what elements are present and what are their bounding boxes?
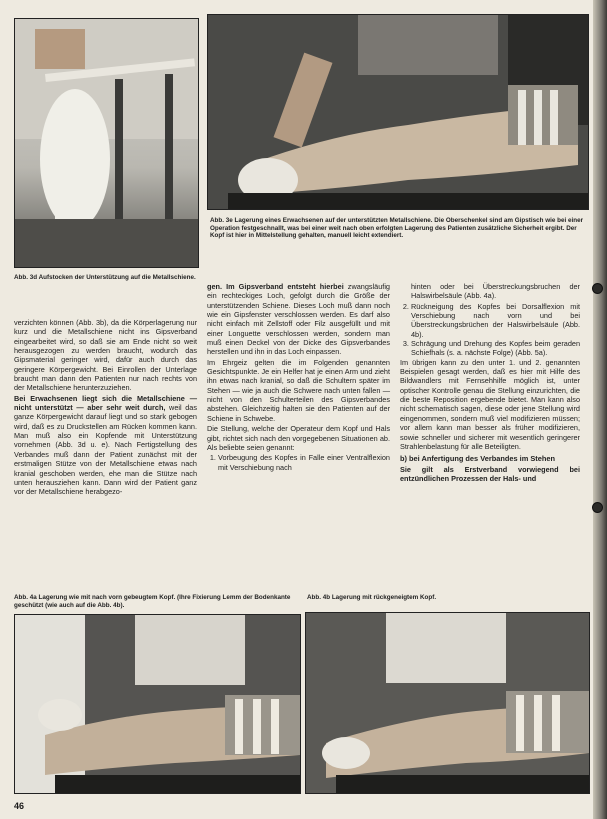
figure-3e-caption: Abb. 3e Lagerung eines Erwachsenen auf der unterstützten Metallschiene. Die Oberschenkel sind am Gipstisch wie bei einer Operation festgeschnallt, was bei einer weit nach oben erfolgten Lagerung des Patienten zusätzliche Sicherheit ergibt. Der Kopf ist hier in Mittelstellung gehalten, manuell leicht extendiert. bbox=[210, 217, 584, 240]
figure-4a-caption: Abb. 4a Lagerung wie mit nach vorn gebeugtem Kopf. (Ihre Fixierung Lemm der Bodenkante geschützt (wie auch auf die Abb. 4b). bbox=[14, 594, 291, 609]
figure-3e-drawing bbox=[208, 15, 588, 209]
list-item-1-continued: hinten oder bei Überstreckungsbruchen der Halswirbelsäule (Abb. 4a). bbox=[411, 282, 580, 301]
middle-paragraph-3: Die Stellung, welche der Operateur dem Kopf und Hals gibt, richtet sich nach den vorgegebenen Situationen ab. Als beliebte seien genannt: bbox=[207, 424, 390, 452]
middle-paragraph-1-lead: gen. Im Gipsverband entsteht hierbei bbox=[207, 282, 344, 291]
section-heading-b: b) bei Anfertigung des Verbandes im Stehen bbox=[400, 454, 555, 464]
figure-4b-drawing bbox=[306, 613, 589, 793]
middle-paragraph-2: Im Ehrgeiz gelten die im Folgenden genannten Gesichtspunkte. Je ein Helfer hat je einen Arm und zieht ihn etwas nach kranial, so daß die Schultern später im Stehen — wie ja auch die Schwere nach unten fallen — nicht von den Schulterteilen des Gipsverbandes abstehen. Gleichzeitig halten sie den Patienten auf der Schiene in Schwebe. bbox=[207, 357, 390, 423]
middle-paragraph-1 bbox=[207, 282, 390, 357]
left-paragraph-2-lead: Bei Erwachsenen liegt sich die Metallschiene — nicht unterstützt — aber sehr weit durch, bbox=[14, 393, 197, 413]
list-item-2: 2. Rückneigung des Kopfes bei Dorsalflexion mit Verschiebung nach vorn und bei Überstreckungsbrüchen der Halswirbelsäule (Abb. 4b). bbox=[411, 302, 580, 339]
figure-3d-photo bbox=[14, 18, 199, 268]
binding-edge bbox=[593, 0, 607, 819]
right-list bbox=[400, 302, 580, 358]
page-number: 46 bbox=[14, 801, 25, 811]
punch-hole bbox=[592, 283, 603, 294]
figure-3d-caption: Abb. 3d Aufstocken der Unterstützung auf die Metallschiene. bbox=[14, 274, 196, 281]
figure-4a-photo bbox=[14, 614, 301, 794]
right-paragraph-2: Sie gilt als Erstverband vorwiegend bei entzündlichen Prozessen der Hals- und bbox=[400, 464, 580, 483]
middle-list bbox=[207, 453, 390, 472]
text-column-left bbox=[14, 318, 197, 498]
list-item-3: 3. Schrägung und Drehung des Kopfes beim geraden Schiefhals (s. a. nächste Folge) (Abb. 5a). bbox=[411, 339, 580, 358]
left-paragraph-2-body: weil das ganze Körpergewicht darauf liegt und so stark gebogen wird, daß es zu Druckstellen am Rücken kommen kann. Man muß also ein Kopfende mit Unterstützung vornehmen (Abb. 3d u. e). Nach Fertigstellung des Verbandes muß dann der Patient zunächst mit der erstmaligen Stütze von der Metallschiene etwas nach kranial geschoben werden, ehe man die Stütze nach unten herausziehen kann. Dann wird der Patient ganz vor der Metallschiene herabgezo- bbox=[14, 403, 198, 497]
figure-4b-caption: Abb. 4b Lagerung mit rückgeneigtem Kopf. bbox=[307, 594, 437, 601]
left-paragraph-2 bbox=[14, 394, 197, 497]
punch-hole bbox=[592, 502, 603, 513]
right-paragraph-1: Im übrigen kann zu den unter 1. und 2. genannten Beispielen gesagt werden, daß es hier mit Hilfe des Bildwandlers mit Fernsehhilfe möglich ist, unter optischer Kontrolle genau die Stellung einzurichten, die die beste Reposition ergebende bietet. Man kann also nicht schematisch sagen, diese oder jene Stellung wird eingenommen, sondern muß viel modifizieren müssen; vor allem kann man besser als früher modifizieren, sowie schneller und sicherer mit wesentlich geringerer Strahlenbelastung für alle Beteiligten. bbox=[400, 357, 580, 451]
figure-3e-photo bbox=[207, 14, 589, 210]
middle-paragraph-1-body: zwangsläufig ein rechteckiges Loch, gefolgt durch die Größe der unterstützenden Schiene. Dieses Loch muß dann noch wie ein Gipsfenster verschlossen werden. Es darf also nicht einfach mit Zellstoff oder Filz ausgefüllt und mit einer Longuette verschlossen werden, sondern man muß einen Deckel von der Dicke des Gipsverbandes herstellen und ihn in das Loch einpassen. bbox=[207, 282, 390, 357]
figure-3d-drawing bbox=[15, 19, 198, 267]
left-paragraph-1: verzichten können (Abb. 3b), da die Körperlagerung nur kurz und die Metallschiene nicht ins Gipsverband eingearbeitet wird, so daß sie am Ende nicht so weit herausgezogen zu werden braucht, wodurch das Gipsmaterial geringer wird, dafür auch durch das geringere Körpergewicht. Bei Einrollen der Unterlage braucht man dann den Patienten nur nach rechts von der Metallschiene herunterzuziehen. bbox=[14, 318, 197, 393]
figure-4a-drawing bbox=[15, 615, 300, 793]
text-column-middle bbox=[207, 282, 390, 472]
list-item-1: 1. Vorbeugung des Kopfes in Falle einer Ventralflexion mit Verschiebung nach bbox=[218, 453, 390, 472]
figure-4b-photo bbox=[305, 612, 590, 794]
text-column-right bbox=[400, 282, 580, 484]
